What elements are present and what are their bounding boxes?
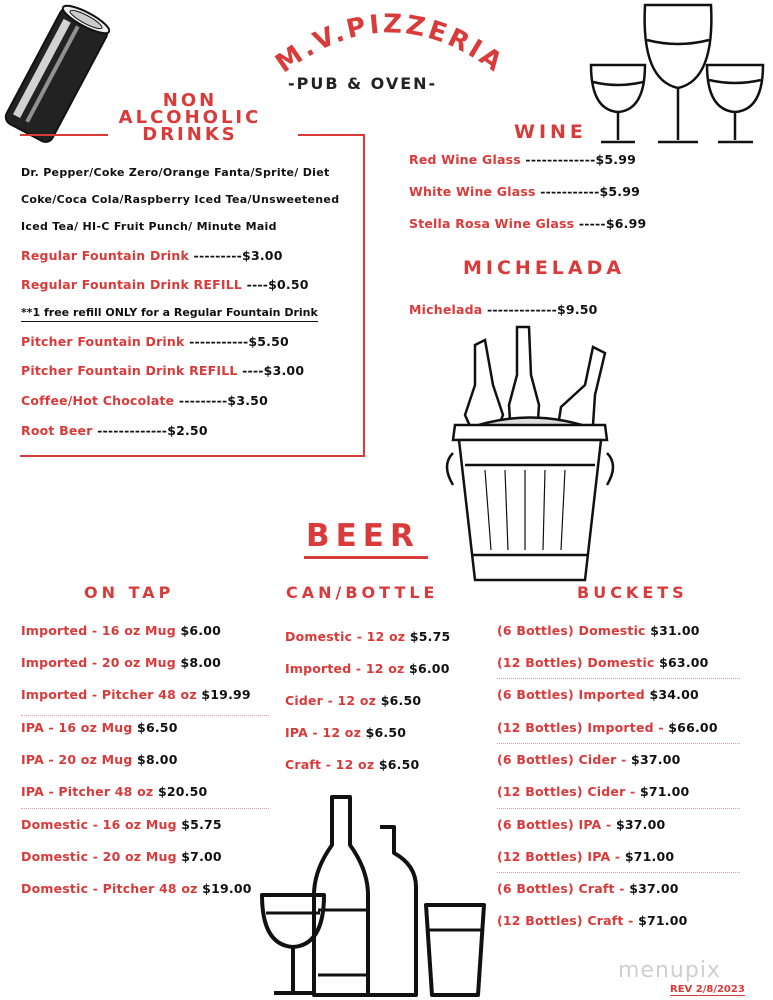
- item-price: $71.00: [624, 849, 675, 864]
- soda-can-icon: [0, 0, 110, 160]
- menu-item: [21, 849, 222, 864]
- item-price: $37.00: [629, 881, 679, 896]
- item-price: $34.00: [649, 687, 699, 702]
- item-label: (6 Bottles) IPA -: [497, 817, 612, 832]
- item-price: $5.99: [599, 184, 641, 199]
- item-price: $5.50: [248, 334, 289, 349]
- item-dashes: ----: [242, 277, 269, 292]
- menu-item: [21, 277, 309, 292]
- item-dashes: -----: [574, 216, 606, 231]
- menu-item: [21, 817, 222, 832]
- item-price: $66.00: [668, 720, 718, 735]
- menu-item: [285, 725, 406, 740]
- divider: [497, 743, 740, 744]
- item-price: $7.00: [181, 849, 222, 864]
- heading-line: ALCOHOLIC: [118, 107, 262, 128]
- menu-item: [497, 849, 674, 864]
- beer-heading: BEER: [306, 518, 420, 554]
- item-price: $6.50: [380, 693, 422, 708]
- item-label: (12 Bottles) Imported -: [497, 720, 664, 735]
- on-tap-heading: ON TAP: [84, 583, 175, 602]
- item-label: Root Beer: [21, 423, 93, 438]
- item-label: Pitcher Fountain Drink: [21, 334, 185, 349]
- heading-line: DRINKS: [142, 124, 238, 145]
- item-price: $71.00: [638, 913, 688, 928]
- item-label: Imported - 20 oz Mug: [21, 655, 176, 670]
- menu-item: [497, 655, 709, 670]
- menu-item: [497, 913, 688, 928]
- item-price: $71.00: [639, 784, 690, 799]
- item-label: Stella Rosa Wine Glass: [409, 216, 575, 231]
- menu-item: [409, 216, 646, 231]
- item-label: Regular Fountain Drink: [21, 248, 189, 263]
- refill-note: **1 free refill ONLY for a Regular Fountain Drink: [21, 306, 318, 322]
- item-price: $6.50: [137, 720, 178, 735]
- divider: [497, 872, 740, 873]
- svg-text:M.V.PIZZERIA: [270, 9, 509, 79]
- item-price: $20.50: [157, 784, 208, 799]
- item-dashes: -------------: [92, 423, 168, 438]
- item-label: Cider - 12 oz: [285, 693, 377, 708]
- item-price: $37.00: [631, 752, 681, 767]
- title-text: M.V.PIZZERIA: [270, 9, 510, 80]
- item-price: $8.00: [137, 752, 178, 767]
- menu-item: [409, 302, 598, 317]
- desc-line: Dr. Pepper/Coke Zero/Orange Fanta/Sprite/ Diet: [21, 166, 330, 179]
- item-label: Michelada: [409, 302, 483, 317]
- item-dashes: ----: [237, 363, 264, 378]
- menu-item: [497, 881, 679, 896]
- item-price: $19.00: [202, 881, 252, 896]
- item-price: $6.50: [378, 757, 420, 772]
- item-label: IPA - Pitcher 48 oz: [21, 784, 154, 799]
- menu-item: [21, 752, 178, 767]
- item-dashes: ---------: [174, 393, 228, 408]
- menu-item: [21, 720, 178, 735]
- item-dashes: -------------: [482, 302, 558, 317]
- watermark: menupix: [618, 958, 721, 983]
- item-label: Domestic - 16 oz Mug: [21, 817, 177, 832]
- item-price: $2.50: [167, 423, 208, 438]
- menu-item: [497, 623, 700, 638]
- menu-item: [285, 661, 450, 676]
- item-label: Regular Fountain Drink REFILL: [21, 277, 243, 292]
- menu-item: [21, 784, 207, 799]
- non-alcoholic-heading: [100, 92, 280, 143]
- menu-item: [21, 655, 221, 670]
- can-bottle-heading: CAN/BOTTLE: [286, 583, 439, 602]
- item-price: $37.00: [615, 817, 666, 832]
- restaurant-subtitle: -PUB & OVEN-: [288, 74, 438, 93]
- menu-item: [409, 152, 636, 167]
- heading-line: NON: [162, 90, 218, 111]
- item-label: (6 Bottles) Imported: [497, 687, 645, 702]
- box-line-left-top: [20, 134, 108, 136]
- menu-item: [21, 363, 304, 378]
- item-price: $8.00: [180, 655, 222, 670]
- item-price: $6.00: [180, 623, 222, 638]
- item-label: Imported - 16 oz Mug: [21, 623, 176, 638]
- buckets-heading: BUCKETS: [577, 583, 688, 602]
- item-label: Craft - 12 oz: [285, 757, 375, 772]
- box-line-right-top: [298, 134, 364, 136]
- item-label: Pitcher Fountain Drink REFILL: [21, 363, 238, 378]
- bottles-glasses-icon: [258, 795, 488, 1000]
- item-label: IPA - 16 oz Mug: [21, 720, 133, 735]
- wine-heading: WINE: [514, 121, 587, 143]
- item-price: $3.00: [242, 248, 283, 263]
- item-label: Domestic - 20 oz Mug: [21, 849, 177, 864]
- item-price: $9.50: [557, 302, 598, 317]
- item-price: $19.99: [201, 687, 251, 702]
- menu-item: [285, 693, 421, 708]
- michelada-heading: MICHELADA: [463, 257, 626, 279]
- menu-item: [21, 623, 221, 638]
- item-label: IPA - 20 oz Mug: [21, 752, 133, 767]
- item-price: $6.50: [365, 725, 407, 740]
- item-label: White Wine Glass: [409, 184, 536, 199]
- item-price: $5.75: [409, 629, 451, 644]
- menu-item: [409, 184, 640, 199]
- box-line-bottom: [20, 455, 365, 457]
- item-label: (6 Bottles) Craft -: [497, 881, 625, 896]
- desc-line: Iced Tea/ HI-C Fruit Punch/ Minute Maid: [21, 220, 277, 233]
- menu-item: [285, 757, 419, 772]
- item-label: (6 Bottles) Cider -: [497, 752, 627, 767]
- divider: [497, 808, 740, 809]
- desc-line: Coke/Coca Cola/Raspberry Iced Tea/Unsweetened: [21, 193, 340, 206]
- divider: [21, 715, 269, 716]
- item-label: Domestic - Pitcher 48 oz: [21, 881, 198, 896]
- beer-underline: [304, 556, 428, 559]
- item-price: $5.75: [181, 817, 222, 832]
- item-label: (12 Bottles) IPA -: [497, 849, 621, 864]
- menu-item: [21, 248, 283, 263]
- item-label: Coffee/Hot Chocolate: [21, 393, 175, 408]
- item-label: (12 Bottles) Domestic: [497, 655, 655, 670]
- menu-item: [285, 629, 450, 644]
- menu-item: [497, 784, 689, 799]
- item-label: (12 Bottles) Craft -: [497, 913, 634, 928]
- item-label: Red Wine Glass: [409, 152, 521, 167]
- box-line-right: [363, 134, 365, 456]
- menu-item: [21, 334, 289, 349]
- item-dashes: ---------: [189, 248, 243, 263]
- divider: [497, 678, 740, 679]
- menu-item: [21, 423, 208, 438]
- menu-item: [497, 687, 699, 702]
- item-label: Imported - Pitcher 48 oz: [21, 687, 197, 702]
- item-price: $3.50: [227, 393, 268, 408]
- item-price: $6.99: [605, 216, 647, 231]
- divider: [21, 808, 269, 809]
- item-price: $0.50: [268, 277, 309, 292]
- item-price: $5.99: [595, 152, 637, 167]
- item-price: $6.00: [409, 661, 450, 676]
- soda-list: [21, 159, 339, 240]
- menu-item: [21, 687, 251, 702]
- item-price: $31.00: [650, 623, 700, 638]
- item-price: $3.00: [263, 363, 305, 378]
- item-label: Domestic - 12 oz: [285, 629, 406, 644]
- item-dashes: -------------: [520, 152, 596, 167]
- menu-item: [497, 752, 680, 767]
- menu-item: [497, 817, 665, 832]
- beer-bucket-icon: [445, 325, 615, 587]
- wine-glasses-icon: [583, 0, 773, 150]
- item-label: Imported - 12 oz: [285, 661, 405, 676]
- item-label: IPA - 12 oz: [285, 725, 362, 740]
- menu-item: [21, 393, 268, 408]
- item-label: (12 Bottles) Cider -: [497, 784, 636, 799]
- item-dashes: -----------: [535, 184, 600, 199]
- menu-item: [497, 720, 718, 735]
- revision-date: REV 2/8/2023: [670, 984, 745, 995]
- item-dashes: -----------: [184, 334, 249, 349]
- item-label: (6 Bottles) Domestic: [497, 623, 646, 638]
- item-price: $63.00: [659, 655, 709, 670]
- menu-item: [21, 881, 252, 896]
